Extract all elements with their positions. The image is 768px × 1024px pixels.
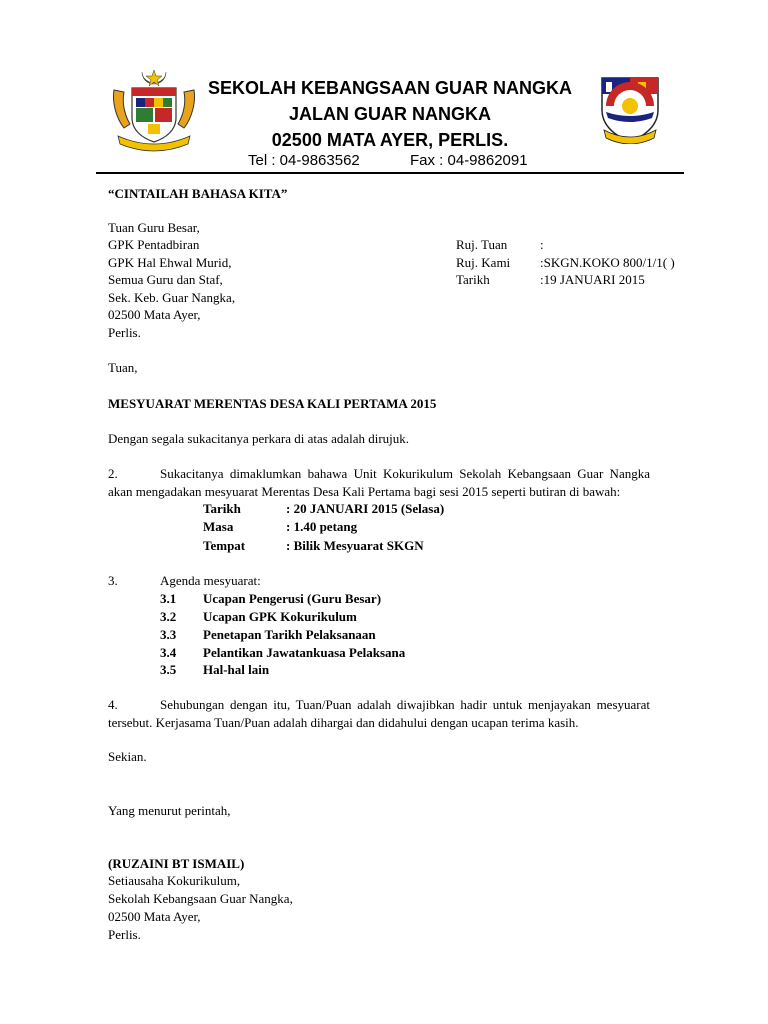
agenda-item: Ucapan Pengerusi (Guru Besar) (203, 591, 382, 606)
school-name: SEKOLAH KEBANGSAAN GUAR NANGKA (207, 78, 572, 98)
recipient-line: 02500 Mata Ayer, (108, 307, 201, 322)
coat-of-arms-icon (108, 68, 200, 152)
agenda-item: Pelantikan Jawatankuasa Pelaksana (203, 645, 406, 660)
agenda-number: 3.2 (160, 609, 177, 624)
signatory-line: Setiausaha Kokurikulum, (108, 873, 241, 888)
signatory-line: Sekolah Kebangsaan Guar Nangka, (108, 891, 293, 906)
recipient-line: Semua Guru dan Staf, (108, 272, 223, 287)
signatory-line: 02500 Mata Ayer, (108, 909, 201, 924)
ref-label: Ruj. Tuan (456, 237, 508, 252)
para4-text: Sehubungan dengan itu, Tuan/Puan adalah diwajibkan hadir untuk menjayakan mesyuarat tersebut. Kerjasama Tuan/Puan adalah dihargai dan didahului dengan ucapan terima kasih. (108, 697, 650, 730)
school-address-line1: JALAN GUAR NANGKA (289, 104, 491, 124)
detail-value: : Bilik Mesyuarat SKGN (286, 538, 424, 553)
para2-text: Sukacitanya dimaklumkan bahawa Unit Kokurikulum Sekolah Kebangsaan Guar Nangka akan mengadakan mesyuarat Merentas Desa Kali Pertama bagi sesi 2015 seperti butiran di bawah: (108, 466, 650, 499)
agenda-item: Penetapan Tarikh Pelaksanaan (203, 627, 376, 642)
recipient-line: Tuan Guru Besar, (108, 220, 200, 235)
para3-text: Agenda mesyuarat: (160, 573, 261, 588)
ref-value: :19 JANUARI 2015 (540, 272, 645, 287)
closing: Sekian. (108, 749, 147, 764)
ref-label: Tarikh (456, 272, 490, 287)
signatory-name: (RUZAINI BT ISMAIL) (108, 856, 245, 871)
recipient-line: Sek. Keb. Guar Nangka, (108, 290, 236, 305)
ref-value: :SKGN.KOKO 800/1/1( ) (540, 255, 675, 270)
agenda-number: 3.5 (160, 662, 177, 677)
motto: “CINTAILAH BAHASA KITA” (108, 186, 288, 201)
detail-label: Tempat (203, 538, 246, 553)
telephone: Tel : 04-9863562 (248, 152, 360, 169)
agenda-item: Hal-hal lain (203, 662, 270, 677)
header-divider (96, 172, 684, 174)
signatory-line: Perlis. (108, 927, 141, 942)
agenda-item: Ucapan GPK Kokurikulum (203, 609, 357, 624)
detail-value: : 1.40 petang (286, 519, 358, 534)
recipient-line: Perlis. (108, 325, 141, 340)
intro-paragraph: Dengan segala sukacitanya perkara di atas adalah dirujuk. (108, 431, 410, 446)
para3-number: 3. (108, 573, 118, 588)
ref-label: Ruj. Kami (456, 255, 511, 270)
agenda-number: 3.3 (160, 627, 177, 642)
detail-label: Tarikh (203, 501, 241, 516)
agenda-number: 3.4 (160, 645, 177, 660)
ref-value: : (540, 237, 544, 252)
detail-value: : 20 JANUARI 2015 (Selasa) (286, 501, 445, 516)
school-crest-icon (594, 72, 666, 144)
agenda-number: 3.1 (160, 591, 177, 606)
school-address-line2: 02500 MATA AYER, PERLIS. (271, 130, 509, 150)
para4-number: 4. (108, 697, 118, 712)
sign-off: Yang menurut perintah, (108, 803, 231, 818)
recipient-line: GPK Hal Ehwal Murid, (108, 255, 232, 270)
fax: Fax : 04-9862091 (410, 152, 528, 169)
salutation: Tuan, (108, 360, 138, 375)
recipient-line: GPK Pentadbiran (108, 237, 200, 252)
detail-label: Masa (203, 519, 234, 534)
subject-heading: MESYUARAT MERENTAS DESA KALI PERTAMA 2015 (108, 396, 437, 411)
para2-number: 2. (108, 466, 118, 481)
